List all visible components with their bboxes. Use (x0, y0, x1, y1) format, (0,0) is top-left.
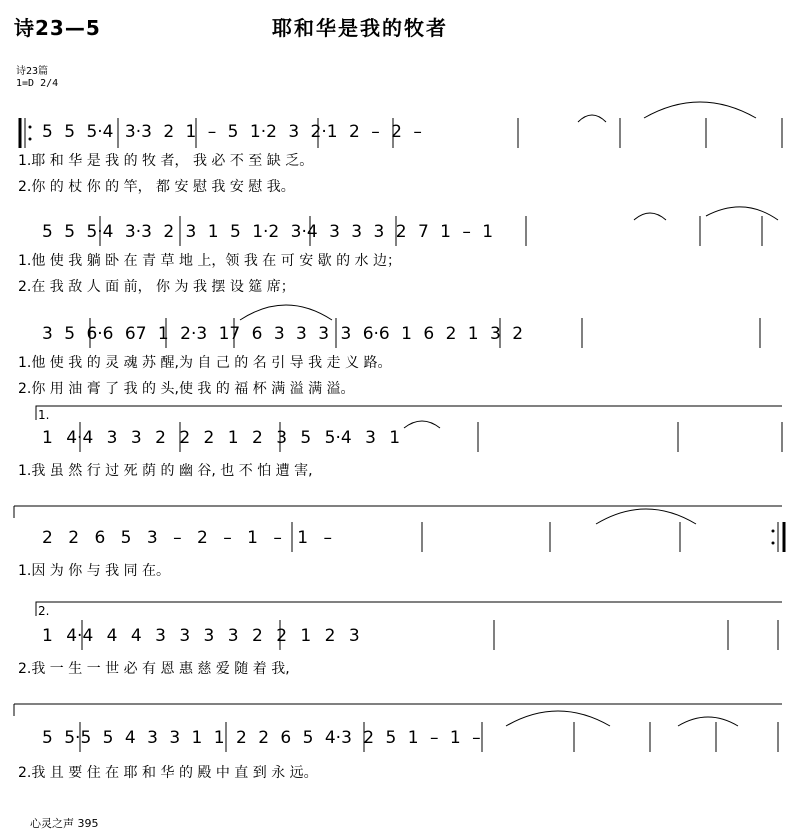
song-title: 耶和华是我的牧者 (272, 16, 448, 40)
lyrics-row-3-verse-2: 2.你 用 油 膏 了 我 的 头,使 我 的 福 杯 满 溢 满 溢。 (18, 381, 355, 397)
lyrics-row-5-verse-1: 1.因 为 你 与 我 同 在。 (18, 563, 171, 579)
song-code: 诗23—5 (14, 16, 101, 40)
key-signature: 1=D 2/4 (16, 78, 59, 89)
slur (678, 717, 738, 726)
slur (506, 711, 610, 726)
slur (578, 115, 606, 122)
slur (706, 207, 778, 220)
source-label: 诗23篇 (16, 66, 49, 77)
repeat-dot (29, 138, 32, 141)
lyrics-row-2-verse-2: 2.在 我 敌 人 面 前， 你 为 我 摆 设 筵 席； (18, 279, 295, 295)
notation-row-4: 1 4·4 3 3 2 2 2 1 2 3 5 5·4 3 1 (42, 428, 401, 448)
slur (404, 421, 440, 428)
lyrics-row-7-verse-2: 2.我 且 要 住 在 耶 和 华 的 殿 中 直 到 永 远。 (18, 765, 318, 781)
slur (240, 305, 332, 320)
lyrics-row-3-verse-1: 1.他 使 我 的 灵 魂 苏 醒,为 自 己 的 名 引 导 我 走 义 路。 (18, 355, 392, 371)
lyrics-row-6-verse-2: 2.我 一 生 一 世 必 有 恩 惠 慈 爱 随 着 我, (18, 661, 290, 677)
volta-label-1: 1. (38, 408, 50, 422)
notation-row-7: 5 5·5 5 4 3 3 1 1 2 2 6 5 4·3 2 5 1 – 1 – (42, 728, 481, 748)
notation-row-5: 2 2 6 5 3 – 2 – 1 – 1 – (42, 528, 332, 548)
lyrics-row-4-verse-1: 1.我 虽 然 行 过 死 荫 的 幽 谷, 也 不 怕 遭 害, (18, 463, 313, 479)
repeat-dot (772, 530, 775, 533)
lyrics-row-2-verse-1: 1.他 使 我 躺 卧 在 青 草 地 上，领 我 在 可 安 歇 的 水 边； (18, 253, 402, 269)
volta-bracket-1 (36, 406, 782, 420)
repeat-dot (29, 126, 32, 129)
volta-label-2: 2. (38, 604, 50, 618)
footer-source: 心灵之声 395 (30, 817, 99, 830)
slur (596, 509, 696, 524)
lyrics-row-1-verse-1: 1.耶 和 华 是 我 的 牧 者， 我 必 不 至 缺 乏。 (18, 153, 314, 169)
slur (634, 213, 666, 220)
notation-row-3: 3 5 6·6 67 1 2·3 17 6 3 3 3 3 6·6 1 6 2 1 3 2 (42, 324, 524, 344)
notation-row-1: 5 5 5·4 3·3 2 1 – 5 1·2 3 2·1 2 – 2 – (42, 122, 422, 142)
notation-row-2: 5 5 5·4 3·3 2 3 1 5 1·2 3·4 3 3 3 2 7 1 – 1 (42, 222, 494, 242)
notation-row-6: 1 4·4 4 4 3 3 3 3 2 2 1 2 3 (42, 626, 360, 646)
slur (644, 102, 756, 118)
volta-bracket-2 (36, 602, 782, 616)
repeat-dot (772, 542, 775, 545)
lyrics-row-1-verse-2: 2.你 的 杖 你 的 竿， 都 安 慰 我 安 慰 我。 (18, 179, 295, 195)
